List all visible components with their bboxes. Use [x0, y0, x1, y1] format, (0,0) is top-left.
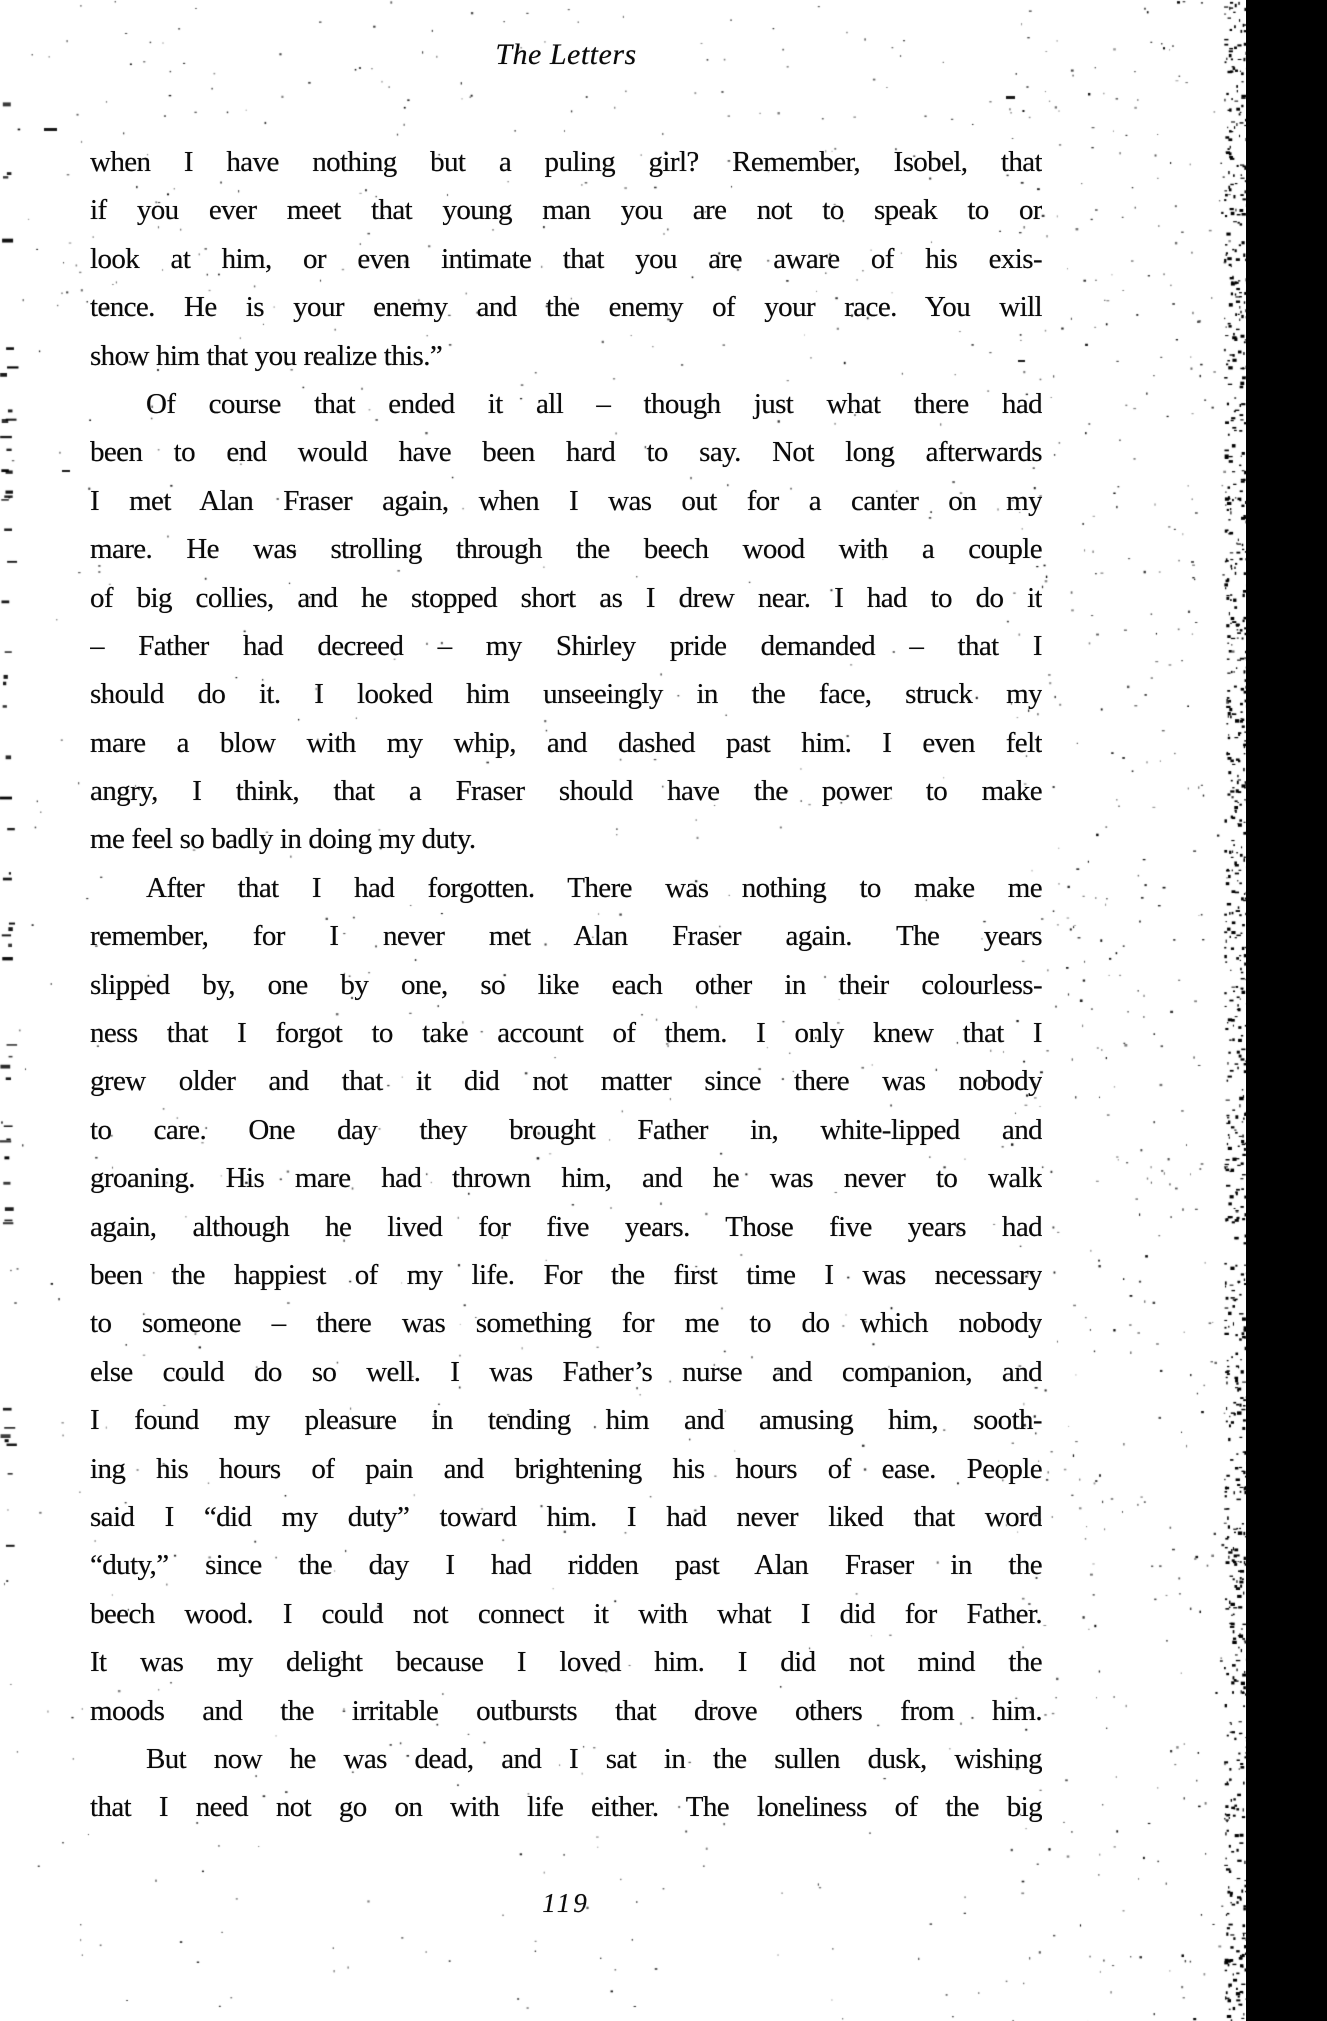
text-line: groaning. His mare had thrown him, and he was never to walk — [90, 1162, 1042, 1195]
text-line: “duty,” since the day I had ridden past Alan Fraser in the — [90, 1549, 1042, 1582]
text-line: beech wood. I could not connect it with what I did for Father. — [90, 1597, 1042, 1630]
text-line: remember, for I never met Alan Fraser again. The years — [90, 920, 1042, 953]
scan-gutter-shadow — [1246, 0, 1327, 2021]
text-line: I found my pleasure in tending him and amusing him, sooth- — [90, 1404, 1042, 1437]
text-line: said I “did my duty” toward him. I had never liked that word — [90, 1500, 1042, 1533]
text-line: to someone – there was something for me to do which nobody — [90, 1307, 1042, 1340]
text-line: moods and the irritable outbursts that drove others from him. — [90, 1694, 1042, 1727]
text-line: when I have nothing but a puling girl? Remember, Isobel, that — [90, 146, 1042, 178]
text-line: tence. He is your enemy and the enemy of your race. You will — [90, 291, 1042, 324]
body-text — [90, 138, 1042, 1832]
text-line: been the happiest of my life. For the first time I was necessary — [90, 1258, 1042, 1291]
text-line: me feel so badly in doing my duty. — [90, 823, 476, 856]
text-line: else could do so well. I was Father’s nurse and companion, and — [90, 1355, 1042, 1388]
page-number: 119 — [542, 1888, 590, 1918]
text-line: But now he was dead, and I sat in the sullen dusk, wishing — [146, 1742, 1042, 1775]
text-line: mare. He was strolling through the beech wood with a couple — [90, 533, 1042, 566]
text-line: should do it. I looked him unseeingly in the face, struck my — [90, 678, 1042, 711]
text-line: After that I had forgotten. There was nothing to make me — [146, 871, 1042, 904]
text-line: – Father had decreed – my Shirley pride demanded – that I — [90, 629, 1042, 662]
text-line: mare a blow with my whip, and dashed past him. I even felt — [90, 726, 1042, 759]
text-line: ing his hours of pain and brightening his hours of ease. People — [90, 1452, 1042, 1485]
text-line: Of course that ended it all – though just what there had — [146, 387, 1042, 420]
text-line: look at him, or even intimate that you are aware of his exis- — [90, 242, 1042, 275]
running-header: The Letters — [495, 38, 637, 71]
text-line: that I need not go on with life either. The loneliness of the big — [90, 1791, 1042, 1824]
text-line: slipped by, one by one, so like each other in their colourless- — [90, 968, 1042, 1001]
text-line: ness that I forgot to take account of them. I only knew that I — [90, 1017, 1042, 1050]
text-line: of big collies, and he stopped short as I drew near. I had to do it — [90, 581, 1042, 614]
text-line: It was my delight because I loved him. I did not mind the — [90, 1646, 1042, 1679]
text-line: to care. One day they brought Father in, white-lipped and — [90, 1113, 1042, 1146]
text-line: grew older and that it did not matter since there was nobody — [90, 1065, 1042, 1098]
text-line: show him that you realize this.” — [90, 339, 443, 372]
text-line: been to end would have been hard to say. Not long afterwards — [90, 436, 1042, 469]
text-line: again, although he lived for five years. Those five years had — [90, 1210, 1042, 1243]
text-line: angry, I think, that a Fraser should have the power to make — [90, 775, 1042, 808]
text-line: I met Alan Fraser again, when I was out for a canter on my — [90, 484, 1042, 517]
text-line: if you ever meet that young man you are not to speak to or — [90, 194, 1042, 227]
